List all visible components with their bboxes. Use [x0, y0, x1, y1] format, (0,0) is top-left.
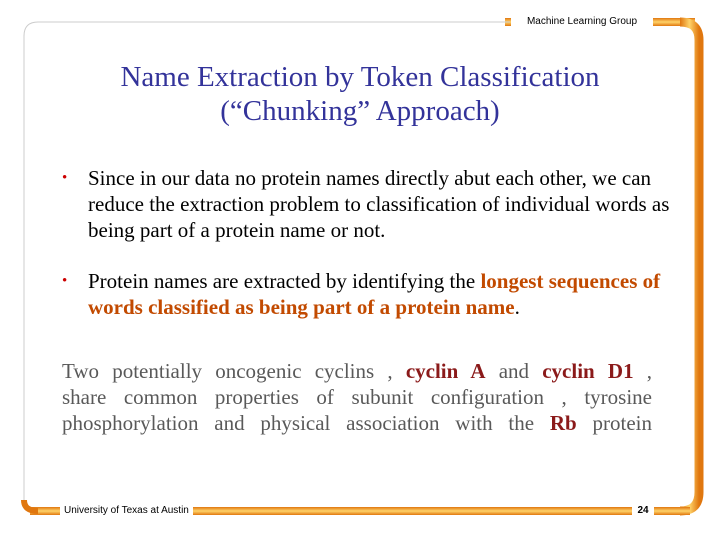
bullet-text-plain: Protein names are extracted by identifying the — [88, 269, 481, 293]
page-title — [40, 60, 680, 128]
protein-name: cyclin D1 — [542, 359, 634, 383]
header-label: Machine Learning Group — [511, 15, 653, 29]
example-text: Two potentially oncogenic cyclins , — [62, 359, 406, 383]
example-line-3 — [62, 410, 652, 436]
bullet-text-end: . — [514, 295, 520, 319]
example-text: phosphorylation and physical association with the — [62, 411, 550, 435]
example-sentence — [62, 358, 652, 436]
highlight-phrase: longest sequences of words classified as being part of a protein name — [88, 269, 661, 319]
title-line-1: Name Extraction by Token Classification — [120, 61, 600, 93]
example-text: protein — [576, 411, 653, 435]
example-text: and — [485, 359, 543, 383]
example-line-2: share common properties of subunit configuration , tyrosine — [62, 385, 652, 409]
protein-name: Rb — [549, 411, 577, 435]
page-number: 24 — [632, 504, 654, 518]
bullet-item — [62, 165, 672, 243]
title-line-2: (“Chunking” Approach) — [220, 95, 500, 127]
bullet-icon: • — [62, 170, 68, 186]
example-line-1 — [62, 358, 652, 384]
bullet-icon: • — [62, 273, 68, 289]
bullet-text: Since in our data no protein names directly abut each other, we can reduce the extraction problem to classification of individual words as being part of a protein name or not. — [88, 166, 670, 242]
example-text: , — [633, 359, 653, 383]
footer-institution: University of Texas at Austin — [60, 504, 193, 518]
bullet-text — [62, 268, 672, 320]
protein-name: cyclin A — [405, 359, 486, 383]
bullet-item — [62, 268, 672, 320]
